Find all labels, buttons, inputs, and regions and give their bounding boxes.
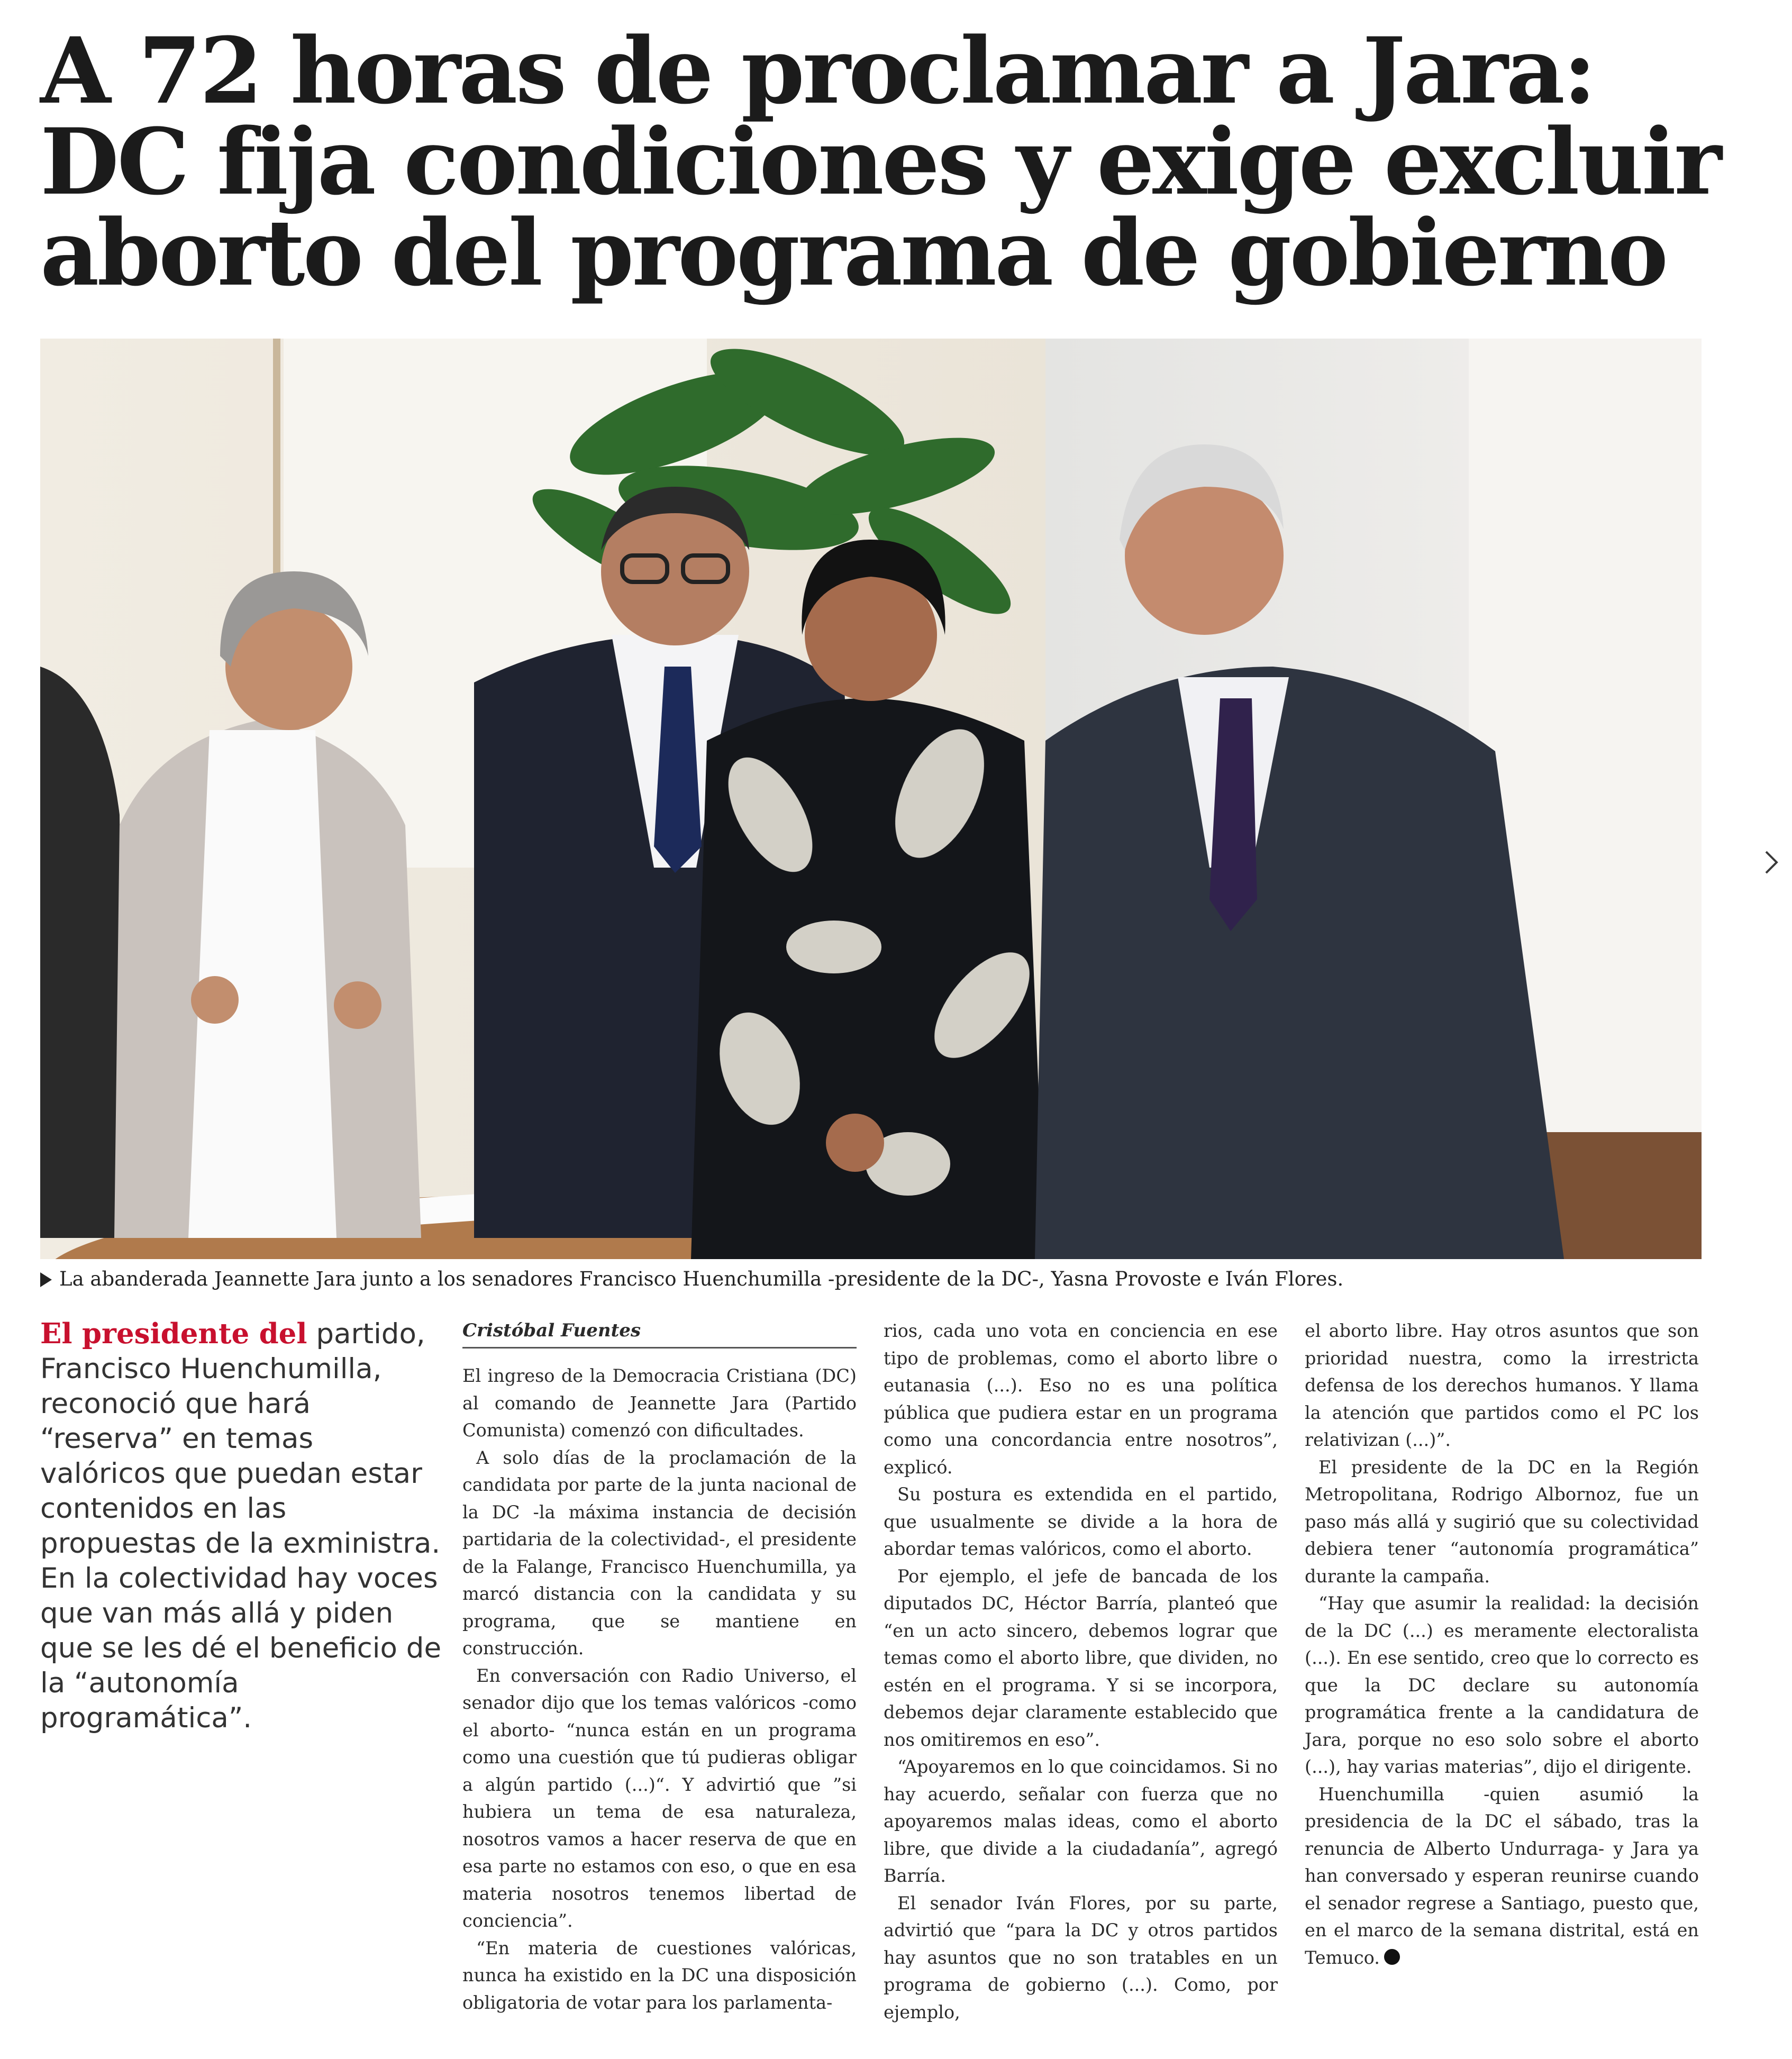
paragraph: A solo días de la proclamación de la candidata por parte de la junta nacional de la DC -la máxima instancia de decisión partidaria de la colectividad-, el presidente de la Falange, Francisco Huenchumilla, ya marcó distancia con la candidata y su programa, que se mantiene en construcción.: [462, 1447, 857, 1659]
lead-highlight: El presidente del: [40, 1317, 307, 1350]
final-paragraph-text: Huenchumilla -quien asumió la presidencia de la DC el sábado, tras la renuncia de Alberto Undurraga- y Jara ya han conversado y esperan reunirse cuando el senador regrese a Santiago, puesto que, en el marco de la semana distrital, está en Temuco.: [1305, 1783, 1699, 1968]
paragraph: El senador Iván Flores, por su parte, advirtió que “para la DC y otros partidos hay asuntos que no son tratables en un programa de gobierno (...). Como, por ejemplo,: [884, 1892, 1278, 2022]
paragraph: El presidente de la DC en la Región Metropolitana, Rodrigo Albornoz, fue un paso más allá y sugirió que su colectividad debiera tener “autonomía programática” durante la campaña.: [1305, 1456, 1699, 1587]
article-lead: [40, 1316, 442, 1736]
group-photo-illustration: [40, 339, 1702, 1259]
paragraph: el aborto libre. Hay otros asuntos que son prioridad nuestra, como la irrestricta defensa de los derechos humanos. Y llama la atención que partidos como el PC los relativizan (...)”.: [1305, 1320, 1699, 1450]
article-headline: [40, 17, 1720, 306]
paragraph: Por ejemplo, el jefe de bancada de los diputados DC, Héctor Barría, planteó que “en un acto sincero, debemos lograr que temas como el aborto libre, que dividen, no estén en el programa. Y si se incorpora, debemos dejar claramente establecido que nos omitiremos en eso”.: [884, 1565, 1278, 1750]
paragraph: En conversación con Radio Universo, el senador dijo que los temas valóricos -como el aborto- “nunca están en un programa como una cuestión que tú pudieras obligar a algún partido (...)“. Y advirtió que ”si hubiera un tema de esa naturaleza, nosotros vamos a hacer reserva de que en esa parte no estamos con eso, o que en esa materia nosotros tenemos libertad de conciencia”.: [462, 1665, 857, 1931]
article-column-3: [1305, 1317, 1699, 1971]
article-photo: [40, 339, 1702, 1259]
chevron-right-icon[interactable]: [1761, 846, 1782, 878]
photo-caption: [40, 1264, 1733, 1294]
triangle-right-icon: [40, 1272, 52, 1287]
headline-line-1: A 72 horas de proclamar a Jara:: [40, 17, 1595, 124]
author-byline: Cristóbal Fuentes: [462, 1317, 857, 1349]
end-dot-icon: [1384, 1949, 1400, 1965]
paragraph: Su postura es extendida en el partido, que usualmente se divide a la hora de abordar temas valóricos, como el aborto.: [884, 1484, 1278, 1559]
paragraph: “Hay que asumir la realidad: la decisión de la DC (...) es meramente electoralista (...). En ese sentido, creo que lo correcto es que la DC declare su autonomía programática frente a la candidatura de Jara, porque no eso solo sobre el aborto (...), hay varias materias”, dijo el dirigente.: [1305, 1593, 1699, 1777]
lead-text: partido, Francisco Huenchumilla, reconoció que hará “reserva” en temas valóricos que puedan estar contenidos en las propuestas de la exministra. En la colectividad hay voces que van más allá y piden que se les dé el beneficio de la “autonomía programática”.: [40, 1318, 442, 1734]
headline-line-2: DC fija condiciones y exige excluir: [40, 108, 1720, 215]
paragraph-final: [1305, 1781, 1699, 1972]
article-column-1: [462, 1317, 857, 2016]
paragraph: “Apoyaremos en lo que coincidamos. Si no hay acuerdo, señalar con fuerza que no apoyaremos malas ideas, como el aborto libre, que divide a la ciudadanía”, agregó Barría.: [884, 1756, 1278, 1886]
paragraph: rios, cada uno vota en conciencia en ese tipo de problemas, como el aborto libre o eutanasia (...). Eso no es una política pública que pudiera estar en un programa como una concordancia entre nosotros”, explicó.: [884, 1320, 1278, 1478]
paragraph: El ingreso de la Democracia Cristiana (DC) al comando de Jeannette Jara (Partido Comunista) comenzó con dificultades.: [462, 1365, 857, 1441]
paragraph: “En materia de cuestiones valóricas, nunca ha existido en la DC una disposición obligatoria de votar para los parlamenta-: [462, 1937, 857, 2013]
headline-line-3: aborto del programa de gobierno: [40, 199, 1667, 306]
photo-caption-text: La abanderada Jeannette Jara junto a los senadores Francisco Huenchumilla -presidente de la DC-, Yasna Provoste e Iván Flores.: [59, 1268, 1344, 1290]
article-column-2: [884, 1317, 1278, 2026]
